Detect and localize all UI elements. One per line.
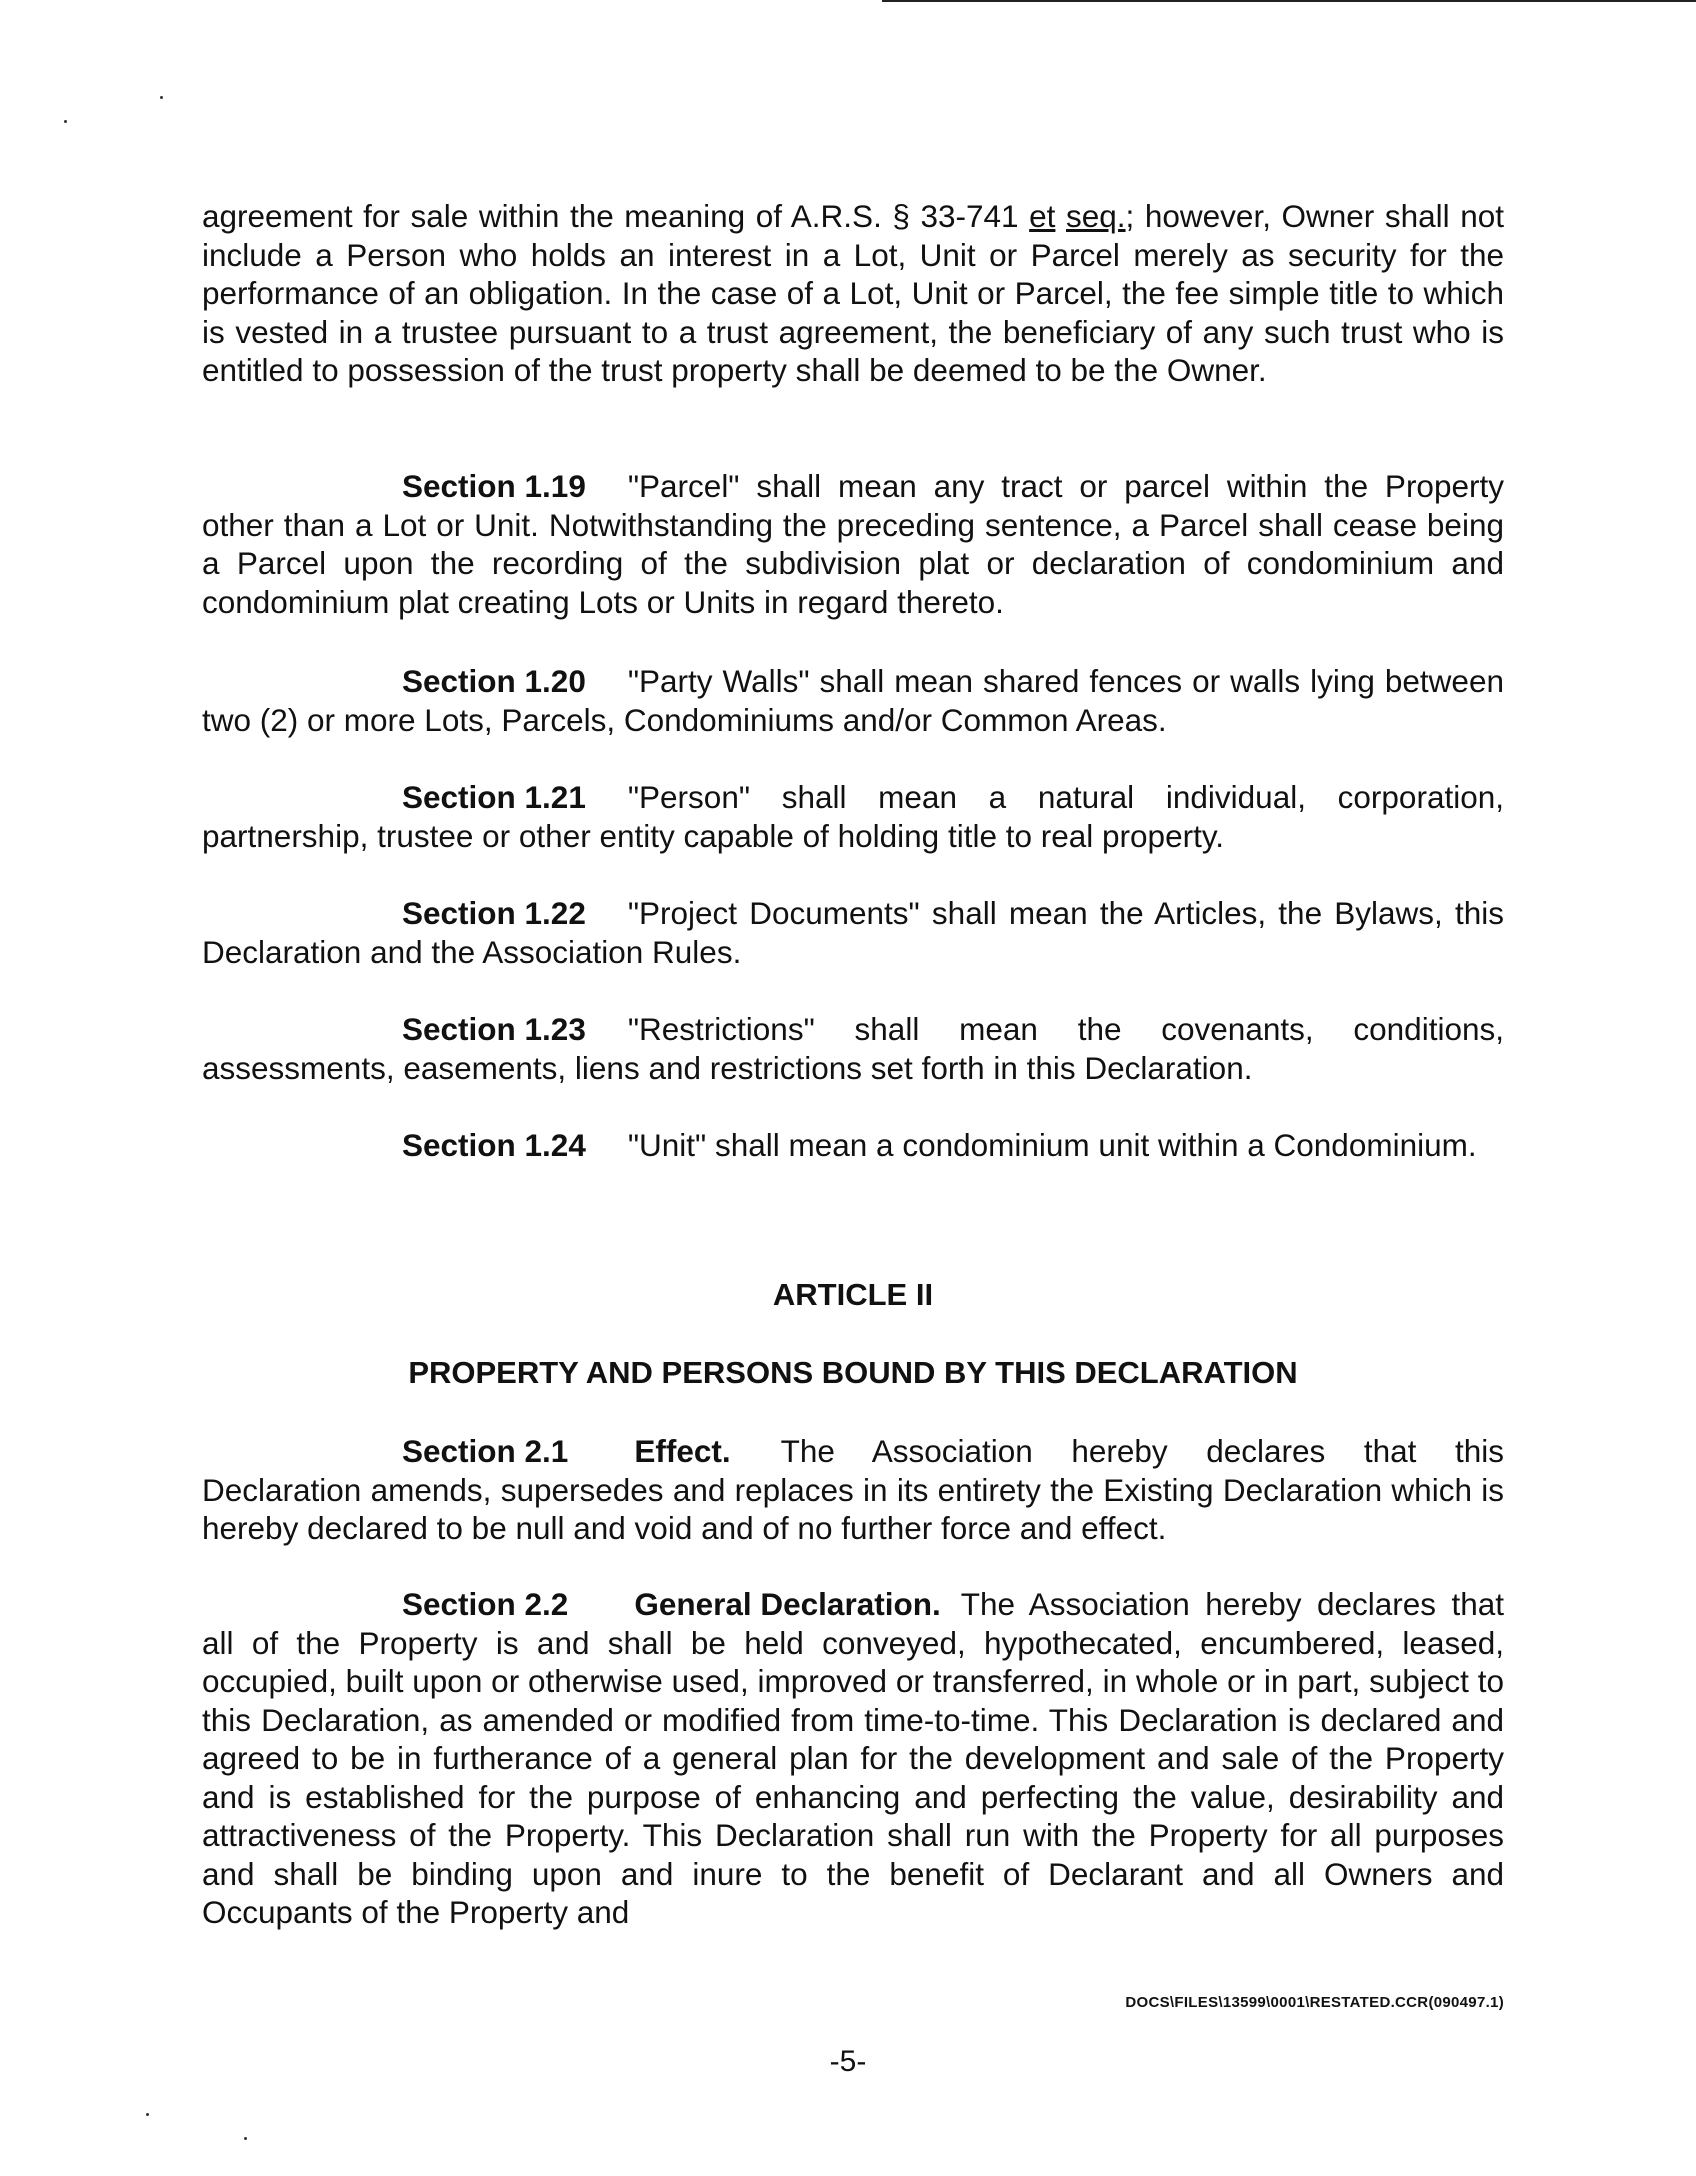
section-text: The Association hereby declares that all of the Property is and shall be held conveyed, hypothecated, encumbered, leased, occupied, built upon or otherwise used, improved or transferred, in whole or in part, subject to this Declaration, as amended or modified from time-to-time. This Declaration is declared and agreed to be in furtherance of a general plan for the development and sale of the Property and is established for the purpose of enhancing and perfecting the value, desirability and attractiveness of the Property. This Declaration shall run with the Property for all purposes and shall be binding upon and inure to the benefit of Declarant and all Owners and Occupants of the Property and [202, 1586, 1504, 1930]
section-text: "Unit" shall mean a condominium unit within a Condominium. [627, 1127, 1477, 1163]
section-1-20 [202, 662, 1504, 739]
section-text: "Project Documents" shall mean the Articles, the Bylaws, this Declaration and the Association Rules. [202, 895, 1504, 970]
scan-speck [64, 120, 67, 123]
section-text: "Person" shall mean a natural individual, corporation, partnership, trustee or other entity capable of holding title to real property. [202, 779, 1504, 854]
intro-et: et [1029, 198, 1056, 234]
section-label: Section 2.2 [402, 1586, 569, 1622]
section-label: Section 1.20 [402, 663, 586, 699]
document-reference: DOCS\FILES\13599\0001\RESTATED.CCR(090497.1) [1125, 1994, 1504, 2011]
scan-speck [160, 96, 163, 99]
intro-text-1: agreement for sale within the meaning of A.R.S. § 33-741 [202, 198, 1030, 234]
section-text: "Party Walls" shall mean shared fences or walls lying between two (2) or more Lots, Parcels, Condominiums and/or Common Areas. [202, 663, 1504, 738]
section-1-23 [202, 1010, 1504, 1087]
section-1-21 [202, 778, 1504, 855]
section-label: Section 2.1 [402, 1433, 569, 1469]
scan-speck [146, 2113, 149, 2116]
section-text: "Parcel" shall mean any tract or parcel within the Property other than a Lot or Unit. Notwithstanding the preceding sentence, a Parcel shall cease being a Parcel upon the recording of the subdivision plat or declaration of condominium and condominium plat creating Lots or Units in regard thereto. [202, 468, 1504, 620]
section-text: The Association hereby declares that this Declaration amends, supersedes and replaces in its entirety the Existing Declaration which is hereby declared to be null and void and of no further force and effect. [202, 1433, 1504, 1546]
section-heading: Effect. [634, 1433, 731, 1469]
intro-text-2: ; however, Owner shall not include a Person who holds an interest in a Lot, Unit or Parcel merely as security for the performance of an obligation. In the case of a Lot, Unit or Parcel, the fee simple title to which is vested in a trustee pursuant to a trust agreement, the beneficiary of any such trust who is entitled to possession of the trust property shall be deemed to be the Owner. [202, 198, 1504, 388]
section-heading: General Declaration. [634, 1586, 941, 1622]
article-title: PROPERTY AND PERSONS BOUND BY THIS DECLARATION [408, 1355, 1298, 1390]
intro-paragraph [202, 197, 1504, 390]
section-text: "Restrictions" shall mean the covenants, conditions, assessments, easements, liens and restrictions set forth in this Declaration. [202, 1011, 1504, 1086]
section-label: Section 1.22 [402, 895, 586, 931]
page-number: -5- [829, 2045, 867, 2078]
section-label: Section 1.24 [402, 1127, 586, 1163]
scan-speck [244, 2137, 247, 2140]
section-1-24 [202, 1126, 1504, 1165]
scan-top-edge-line [882, 0, 1696, 2]
section-label: Section 1.23 [402, 1011, 586, 1047]
section-label: Section 1.21 [402, 779, 586, 815]
section-label: Section 1.19 [402, 468, 586, 504]
section-1-19 [202, 467, 1504, 621]
section-2-2 [202, 1585, 1504, 1932]
intro-seq: seq. [1066, 198, 1126, 234]
article-number: ARTICLE II [772, 1277, 934, 1312]
section-1-22 [202, 894, 1504, 971]
section-2-1 [202, 1432, 1504, 1548]
